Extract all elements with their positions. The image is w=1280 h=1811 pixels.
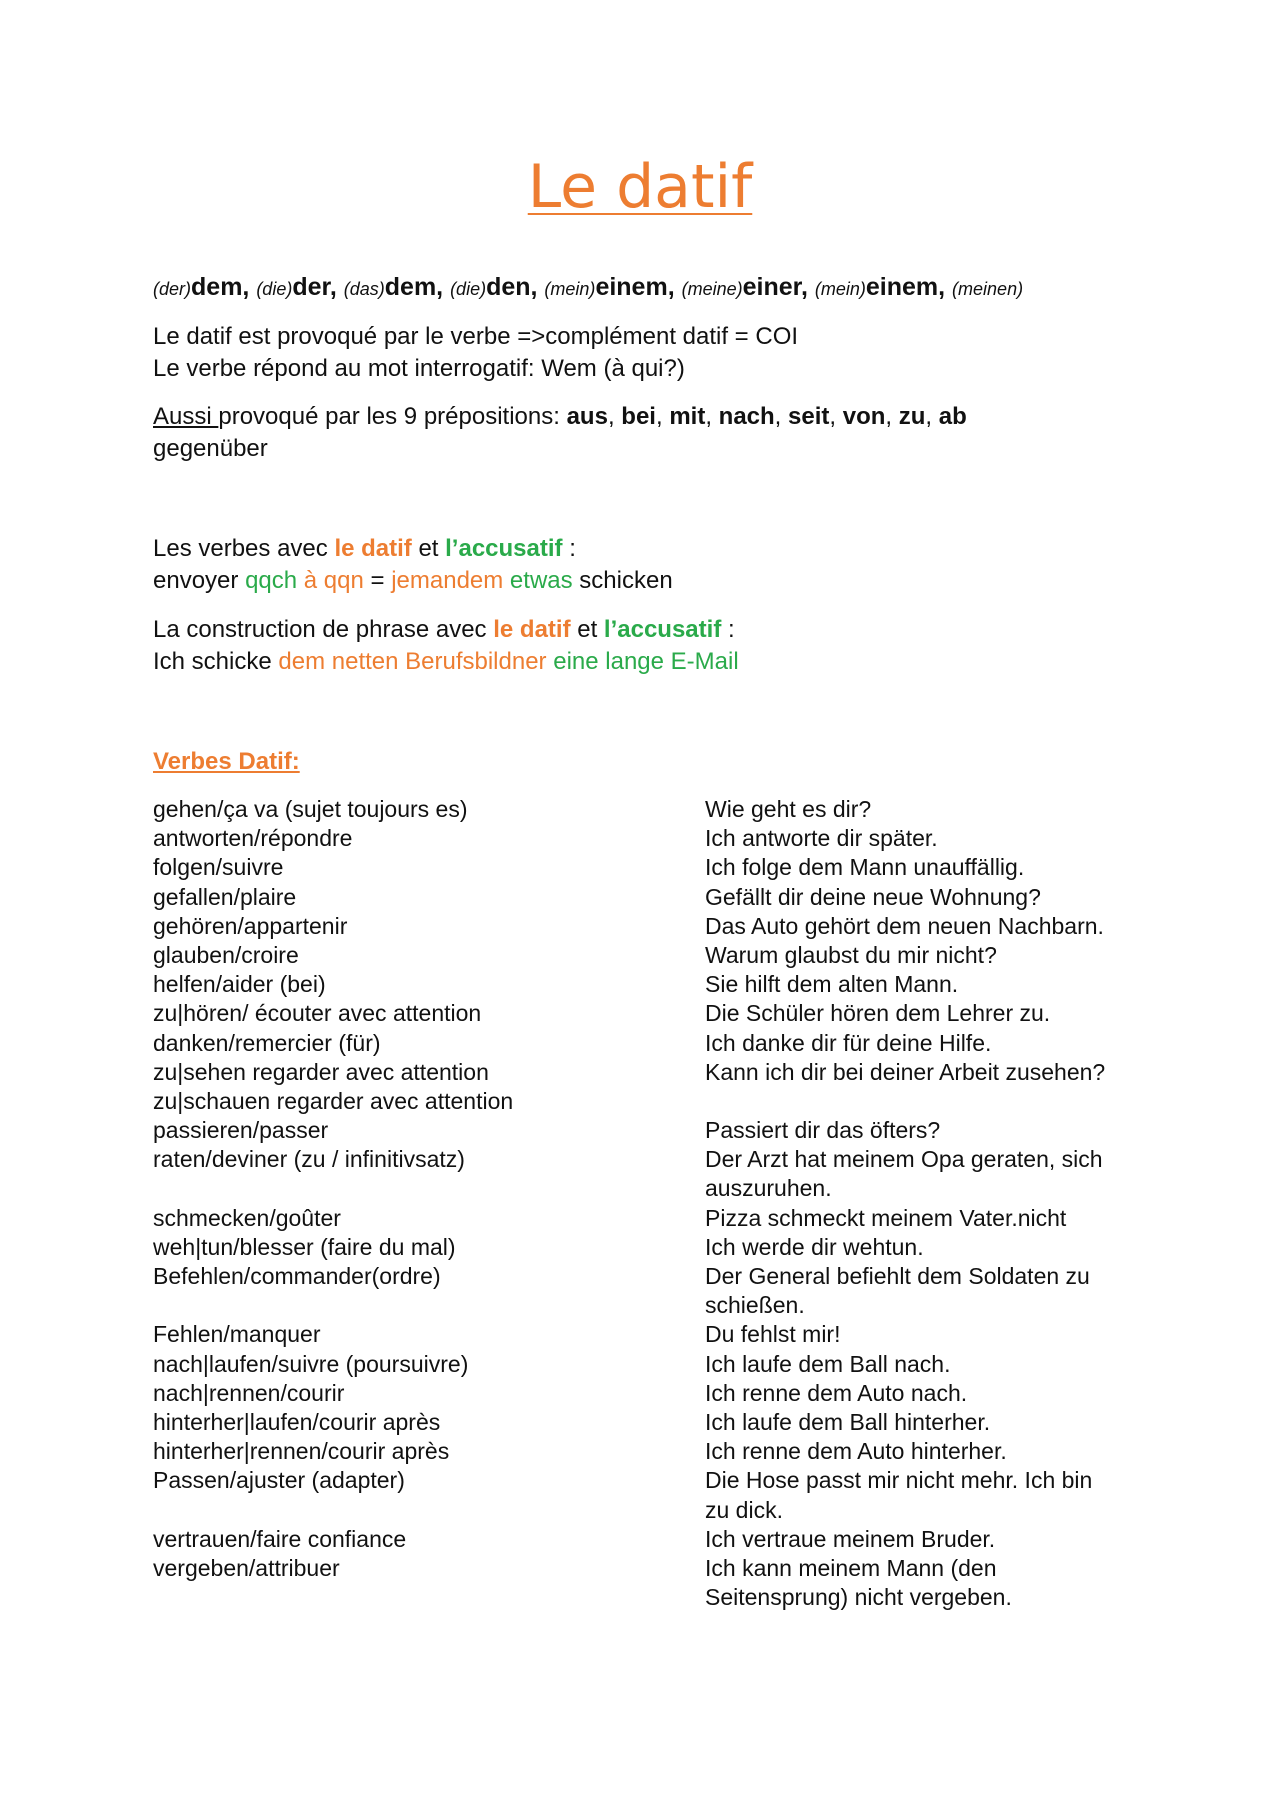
example-sentence: Ich danke dir für deine Hilfe. xyxy=(705,1029,992,1056)
verb-entry xyxy=(153,1496,513,1525)
example-sentence: Ich vertraue meinem Bruder. xyxy=(705,1525,996,1552)
example-sentence: Ich laufe dem Ball hinterher. xyxy=(705,1408,991,1435)
example-sentence: Wie geht es dir? xyxy=(705,796,872,822)
article-hint: (meine) xyxy=(681,279,743,299)
example-sentence: Du fehlst mir! xyxy=(705,1321,841,1348)
example-de-accusatif: etwas xyxy=(503,567,573,594)
example-sentence: Passiert dir das öfters? xyxy=(705,1117,941,1144)
example-sentence: Der General befiehlt dem Soldaten zu xyxy=(705,1263,1090,1289)
verb-entry: gefallen/plaire xyxy=(153,883,297,910)
construction-prefix: La construction de phrase avec xyxy=(153,616,494,643)
preposition: seit xyxy=(788,403,830,430)
example-sentence: auszuruhen. xyxy=(705,1175,832,1202)
preposition: nach xyxy=(718,403,775,430)
colon: : xyxy=(721,616,735,643)
example-end: schicken xyxy=(572,567,673,594)
verb-entry: gehören/appartenir xyxy=(153,912,348,939)
example-datif: à qqn xyxy=(297,567,364,594)
preposition-last: gegenüber xyxy=(153,435,268,462)
colon: : xyxy=(562,535,576,562)
accusatif-label: l’accusatif xyxy=(603,616,722,643)
article-form: den, xyxy=(486,273,545,301)
example-sentence: Das Auto gehört dem neuen Nachbarn. xyxy=(705,912,1104,939)
construction-example-prefix: Ich schicke xyxy=(153,648,279,675)
article-hint: (meinen) xyxy=(952,279,1024,299)
verbs-both-paragraph xyxy=(153,533,673,597)
verb-entry: gehen/ça va (sujet toujours es) xyxy=(153,796,468,822)
example-sentence: Kann ich dir bei deiner Arbeit zusehen? xyxy=(705,1058,1106,1085)
verb-entry: vertrauen/faire confiance xyxy=(153,1525,407,1552)
verb-entry: nach|rennen/courir xyxy=(153,1379,345,1406)
example-sentence: Ich folge dem Mann unauffällig. xyxy=(705,854,1025,881)
article-hint: (mein) xyxy=(544,279,596,299)
verb-entry: helfen/aider (bei) xyxy=(153,971,326,998)
preposition: ab xyxy=(938,403,967,430)
verb-entry xyxy=(153,1174,513,1203)
verb-entry: glauben/croire xyxy=(153,941,299,968)
example-equals: = xyxy=(363,567,392,594)
verb-entry: hinterher|rennen/courir après xyxy=(153,1438,450,1465)
article-hint: (mein) xyxy=(814,279,866,299)
example-sentence: Seitensprung) nicht vergeben. xyxy=(705,1584,1012,1611)
preposition: von xyxy=(842,403,886,430)
verb-entry: hinterher|laufen/courir après xyxy=(153,1408,441,1435)
example-sentence: Ich renne dem Auto hinterher. xyxy=(705,1438,1007,1465)
verb-entry: Passen/ajuster (adapter) xyxy=(153,1467,405,1494)
article-hint: (der) xyxy=(153,279,192,299)
article-form: einem, xyxy=(595,273,682,301)
verb-entry: passieren/passer xyxy=(153,1117,329,1144)
example-accusatif: qqch xyxy=(245,567,298,594)
construction-example-accusatif: eine lange E-Mail xyxy=(546,648,739,675)
verb-entry: Fehlen/manquer xyxy=(153,1321,321,1348)
section-title-verbes-datif: Verbes Datif: xyxy=(153,748,300,775)
example-sentence: zu dick. xyxy=(705,1496,783,1523)
article-form: der, xyxy=(292,273,344,301)
intro-line-2: Le verbe répond au mot interrogatif: Wem (à qui?) xyxy=(153,355,685,382)
example-sentence: Ich laufe dem Ball nach. xyxy=(705,1350,951,1377)
article-form: einer, xyxy=(742,273,815,301)
example-sentence: Ich renne dem Auto nach. xyxy=(705,1379,968,1406)
verbs-both-prefix: Les verbes avec xyxy=(153,535,335,562)
article-forms-line xyxy=(153,271,1023,305)
verb-entry xyxy=(153,1291,513,1320)
example-sentence: Warum glaubst du mir nicht? xyxy=(705,941,997,968)
prepositions-paragraph: Aussi provoqué par les 9 prépositions: aus, bei, mit, nach, seit, von, zu, ab gegenüber xyxy=(153,401,967,465)
example-sentence: schießen. xyxy=(705,1292,805,1319)
intro-paragraph xyxy=(153,321,798,385)
article-form: dem, xyxy=(191,273,257,301)
preposition: mit xyxy=(669,403,706,430)
accusatif-label: l’accusatif xyxy=(445,535,563,562)
verbs-list-left xyxy=(153,795,513,1583)
article-hint: (die) xyxy=(450,279,487,299)
verb-entry: weh|tun/blesser (faire du mal) xyxy=(153,1233,456,1260)
verb-entry: folgen/suivre xyxy=(153,854,284,881)
example-sentence: Der Arzt hat meinem Opa geraten, sich xyxy=(705,1146,1103,1173)
verbs-examples-right xyxy=(705,795,1105,1612)
preposition: aus xyxy=(566,403,608,430)
verb-entry: schmecken/goûter xyxy=(153,1204,341,1231)
example-sentence xyxy=(705,1087,1105,1116)
preposition: bei xyxy=(621,403,656,430)
datif-label: le datif xyxy=(334,535,412,562)
prepositions-text: provoqué par les 9 prépositions: xyxy=(218,403,567,430)
article-form: einem, xyxy=(865,273,953,301)
article-hint: (das) xyxy=(343,279,385,299)
example-sentence: Pizza schmeckt meinem Vater.nicht xyxy=(705,1204,1067,1231)
verb-entry: danken/remercier (für) xyxy=(153,1029,381,1056)
construction-paragraph xyxy=(153,614,739,678)
example-sentence: Ich werde dir wehtun. xyxy=(705,1233,924,1260)
example-prefix: envoyer xyxy=(153,567,246,594)
example-sentence: Die Schüler hören dem Lehrer zu. xyxy=(705,1000,1051,1027)
et-word: et xyxy=(570,616,604,643)
verb-entry: zu|hören/ écouter avec attention xyxy=(153,1000,482,1027)
example-sentence: Gefällt dir deine neue Wohnung? xyxy=(705,883,1041,910)
verb-entry: Befehlen/commander(ordre) xyxy=(153,1263,441,1289)
et-word: et xyxy=(411,535,446,562)
datif-label: le datif xyxy=(493,616,571,643)
verb-entry: raten/deviner (zu / infinitivsatz) xyxy=(153,1146,465,1173)
example-sentence: Ich kann meinem Mann (den xyxy=(705,1554,997,1581)
page-title: Le datif xyxy=(527,152,753,222)
verb-entry: antworten/répondre xyxy=(153,825,353,852)
verb-entry: nach|laufen/suivre (poursuivre) xyxy=(153,1350,469,1377)
example-sentence: Die Hose passt mir nicht mehr. Ich bin xyxy=(705,1467,1093,1494)
intro-line-1: Le datif est provoqué par le verbe =>complément datif = COI xyxy=(153,323,799,350)
preposition: zu xyxy=(898,403,926,430)
verb-entry: zu|sehen regarder avec attention xyxy=(153,1058,489,1085)
verb-entry: zu|schauen regarder avec attention xyxy=(153,1087,514,1114)
aussi-word: Aussi xyxy=(153,403,219,430)
example-sentence: Ich antworte dir später. xyxy=(705,825,938,852)
article-form: dem, xyxy=(384,273,451,301)
article-hint: (die) xyxy=(256,279,293,299)
construction-example-datif: dem netten Berufsbildner xyxy=(278,648,547,675)
example-sentence: Sie hilft dem alten Mann. xyxy=(705,971,959,998)
example-de-datif: jemandem xyxy=(391,567,504,594)
verb-entry: vergeben/attribuer xyxy=(153,1554,340,1581)
